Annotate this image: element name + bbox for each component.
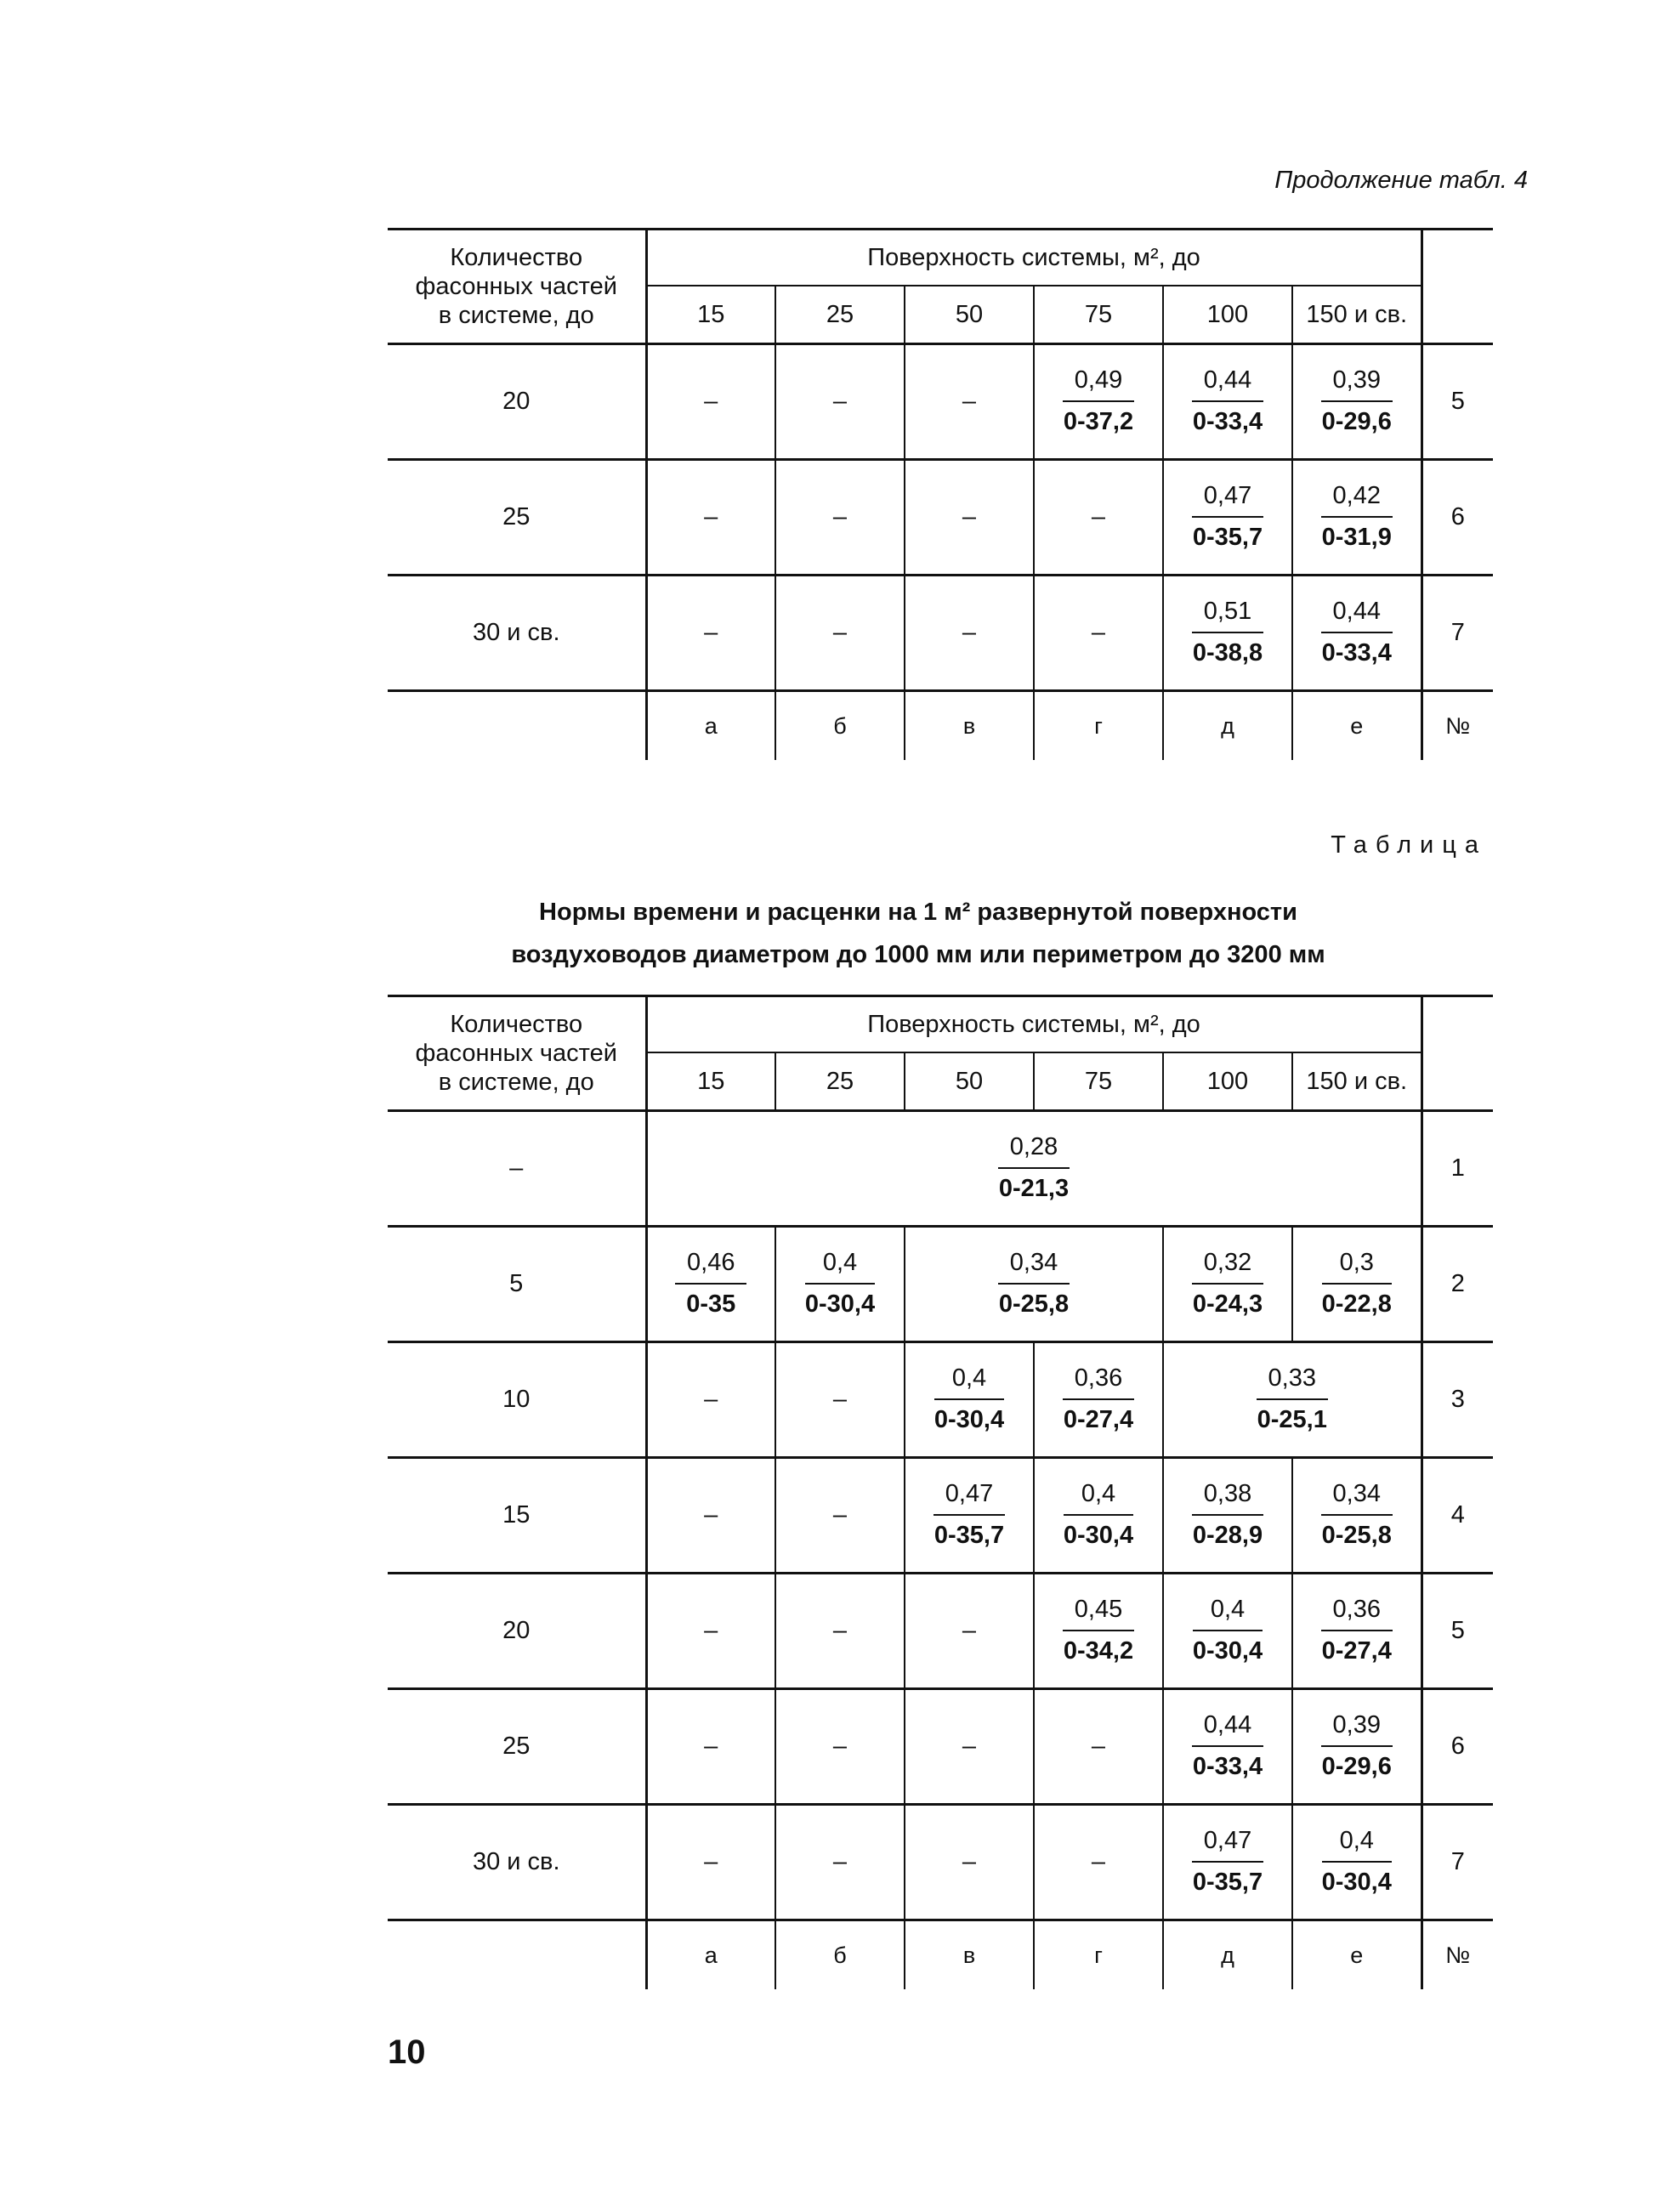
column-letter-row xyxy=(388,691,1493,761)
table-row xyxy=(388,1689,1493,1805)
dash-mark: – xyxy=(704,1848,718,1875)
dash-mark: – xyxy=(1091,1733,1106,1760)
rate-cell xyxy=(646,1111,1422,1227)
column-letter: е xyxy=(1292,1920,1422,1990)
dash-mark: – xyxy=(704,1386,718,1413)
rate-cell xyxy=(1292,344,1422,460)
rate-price: 0-34,2 xyxy=(1063,1636,1134,1665)
dash-mark: – xyxy=(704,619,718,646)
rate-fraction xyxy=(1321,598,1393,666)
table-row xyxy=(388,460,1493,576)
rate-price: 0-25,1 xyxy=(1257,1405,1327,1433)
row-header-line: Количество xyxy=(450,244,583,271)
header-row xyxy=(388,230,1493,286)
dash-mark: – xyxy=(832,1733,848,1760)
time-norm: 0,4 xyxy=(805,1250,875,1284)
rate-fraction xyxy=(1321,1597,1393,1664)
rate-fraction xyxy=(1322,1828,1392,1895)
rate-price: 0-30,4 xyxy=(1192,1636,1263,1665)
rate-fraction xyxy=(1192,483,1263,550)
empty-cell xyxy=(646,1342,775,1458)
column-letter-row xyxy=(388,1920,1493,1990)
column-letter: б xyxy=(775,691,905,761)
table-row xyxy=(388,344,1493,460)
column-header: 50 xyxy=(905,1052,1034,1111)
rate-price: 0-29,6 xyxy=(1321,407,1392,435)
time-norm: 0,33 xyxy=(1257,1365,1328,1399)
letters-blank-cell xyxy=(388,1920,646,1990)
dash-mark: – xyxy=(962,503,977,530)
dash-mark: – xyxy=(962,1617,977,1644)
rate-price: 0-31,9 xyxy=(1321,523,1392,551)
time-norm: 0,4 xyxy=(1193,1597,1263,1631)
dash-mark: – xyxy=(962,1733,977,1760)
table-row xyxy=(388,1227,1493,1342)
dash-mark: – xyxy=(704,1501,718,1529)
empty-cell xyxy=(905,344,1034,460)
row-header-cell xyxy=(388,230,646,344)
column-letter: в xyxy=(905,691,1034,761)
row-label: 20 xyxy=(388,344,646,460)
dash-mark: – xyxy=(832,1848,848,1875)
column-header: 150 и св. xyxy=(1306,300,1408,328)
row-number: 4 xyxy=(1422,1458,1493,1574)
column-letter: д xyxy=(1163,1920,1292,1990)
time-norm: 0,34 xyxy=(1321,1481,1393,1515)
rate-fraction xyxy=(1321,1481,1393,1548)
column-header: 75 xyxy=(1034,1052,1163,1111)
rate-price: 0-30,4 xyxy=(933,1405,1005,1433)
rate-price: 0-28,9 xyxy=(1192,1521,1263,1549)
dash-mark: – xyxy=(704,1617,718,1644)
empty-cell xyxy=(775,1805,905,1920)
rate-cell xyxy=(905,1227,1163,1342)
rate-price: 0-24,3 xyxy=(1192,1290,1263,1318)
empty-cell xyxy=(905,576,1034,691)
dash-mark: – xyxy=(832,503,848,530)
dash-mark: – xyxy=(1091,619,1106,646)
rate-price: 0-22,8 xyxy=(1321,1290,1392,1318)
rate-fraction xyxy=(1192,598,1263,666)
rate-cell xyxy=(1292,576,1422,691)
row-header-line: в системе, до xyxy=(438,1069,594,1096)
table-title-line-1: Нормы времени и расценки на 1 м² развернутой поверхности xyxy=(539,899,1297,926)
rate-fraction xyxy=(1192,1481,1263,1548)
rate-price: 0-35,7 xyxy=(933,1521,1005,1549)
rate-cell xyxy=(1163,1689,1292,1805)
column-letter: е xyxy=(1292,691,1422,761)
dash-mark: – xyxy=(704,388,718,415)
rate-price: 0-30,4 xyxy=(1321,1868,1392,1896)
rate-price: 0-35,7 xyxy=(1192,523,1263,551)
rate-price: 0-25,8 xyxy=(1321,1521,1392,1549)
dash-mark: – xyxy=(704,1733,718,1760)
time-norm: 0,4 xyxy=(1322,1828,1392,1862)
time-norm: 0,28 xyxy=(998,1134,1070,1168)
time-norm: 0,46 xyxy=(675,1250,746,1284)
time-norm: 0,44 xyxy=(1192,367,1263,401)
header-row xyxy=(388,996,1493,1053)
row-number: 6 xyxy=(1422,1689,1493,1805)
rate-fraction xyxy=(1192,1250,1263,1317)
empty-cell xyxy=(1034,1689,1163,1805)
empty-cell xyxy=(775,1458,905,1574)
rate-cell xyxy=(1292,1458,1422,1574)
surface-group-header: Поверхность системы, м², до xyxy=(646,230,1422,286)
dash-mark: – xyxy=(962,619,977,646)
rate-price: 0-33,4 xyxy=(1192,407,1263,435)
dash-mark: – xyxy=(1091,503,1106,530)
column-header: 150 и св. xyxy=(1306,1067,1408,1095)
time-norm: 0,47 xyxy=(933,1481,1005,1515)
rate-price: 0-25,8 xyxy=(998,1290,1070,1318)
time-norm: 0,51 xyxy=(1192,598,1263,632)
column-header: 100 xyxy=(1163,1052,1292,1111)
continuation-label: Продолжение табл. 4 xyxy=(1274,167,1528,194)
rate-cell xyxy=(1034,1458,1163,1574)
rate-fraction xyxy=(1257,1365,1328,1432)
rate-cell xyxy=(646,1227,775,1342)
rate-cell xyxy=(905,1458,1034,1574)
rate-price: 0-27,4 xyxy=(1063,1405,1134,1433)
rate-cell xyxy=(1163,1805,1292,1920)
rate-cell xyxy=(1163,460,1292,576)
rate-price: 0-33,4 xyxy=(1321,638,1392,666)
time-norm: 0,4 xyxy=(1064,1481,1133,1515)
row-label: 25 xyxy=(388,1689,646,1805)
column-letter: г xyxy=(1034,691,1163,761)
column-letter: в xyxy=(905,1920,1034,1990)
dash-mark: – xyxy=(832,619,848,646)
column-letter: а xyxy=(646,1920,775,1990)
empty-cell xyxy=(775,1342,905,1458)
empty-cell xyxy=(646,1574,775,1689)
column-header: 15 xyxy=(646,286,775,344)
rate-price: 0-35,7 xyxy=(1192,1868,1263,1896)
dash-mark: – xyxy=(962,388,977,415)
time-norm: 0,39 xyxy=(1321,367,1393,401)
time-norm: 0,32 xyxy=(1192,1250,1263,1284)
row-number: 6 xyxy=(1422,460,1493,576)
rate-fraction xyxy=(1063,1365,1134,1432)
column-letter: б xyxy=(775,1920,905,1990)
rate-fraction xyxy=(1064,1481,1133,1548)
row-label: 20 xyxy=(388,1574,646,1689)
empty-cell xyxy=(775,576,905,691)
rate-cell xyxy=(1034,1574,1163,1689)
table-row xyxy=(388,576,1493,691)
column-header: 50 xyxy=(905,286,1034,344)
row-header-line: Количество xyxy=(450,1011,583,1038)
rate-cell xyxy=(1034,1342,1163,1458)
rate-fraction xyxy=(1063,367,1134,434)
empty-cell xyxy=(905,460,1034,576)
surface-group-header: Поверхность системы, м², до xyxy=(646,996,1422,1053)
time-norm: 0,34 xyxy=(998,1250,1070,1284)
empty-cell xyxy=(646,1689,775,1805)
empty-cell xyxy=(1034,576,1163,691)
row-label: 10 xyxy=(388,1342,646,1458)
empty-cell xyxy=(646,1458,775,1574)
time-norm: 0,47 xyxy=(1192,483,1263,517)
rate-fraction xyxy=(805,1250,875,1317)
empty-cell xyxy=(905,1689,1034,1805)
table-row xyxy=(388,1458,1493,1574)
dash-mark: – xyxy=(1091,1848,1106,1875)
rate-price: 0-37,2 xyxy=(1063,407,1134,435)
column-header: 25 xyxy=(775,286,905,344)
rate-cell xyxy=(1292,460,1422,576)
letters-number-sign: № xyxy=(1422,1920,1493,1990)
rate-cell xyxy=(1034,344,1163,460)
column-letter: г xyxy=(1034,1920,1163,1990)
rate-price: 0-30,4 xyxy=(804,1290,876,1318)
dash-mark: – xyxy=(832,1617,848,1644)
row-header-line: в системе, до xyxy=(438,302,594,329)
column-header: 25 xyxy=(775,1052,905,1111)
rate-fraction xyxy=(675,1250,746,1317)
time-norm: 0,4 xyxy=(934,1365,1004,1399)
row-header-cell xyxy=(388,996,646,1111)
letters-blank-cell xyxy=(388,691,646,761)
rate-price: 0-29,6 xyxy=(1321,1752,1392,1780)
row-header-line: фасонных частей xyxy=(415,1040,617,1067)
time-norm: 0,47 xyxy=(1192,1828,1263,1862)
row-label: 15 xyxy=(388,1458,646,1574)
time-norm: 0,42 xyxy=(1321,483,1393,517)
page-number: 10 xyxy=(388,2033,426,2071)
row-header-line: фасонных частей xyxy=(415,273,617,300)
rate-fraction xyxy=(1321,483,1393,550)
rate-fraction xyxy=(1193,1597,1263,1664)
empty-cell xyxy=(905,1805,1034,1920)
rate-cell xyxy=(1163,344,1292,460)
table-title-line-2: воздуховодов диаметром до 1000 мм или периметром до 3200 мм xyxy=(511,941,1325,968)
empty-cell xyxy=(646,1805,775,1920)
time-norm: 0,45 xyxy=(1063,1597,1134,1631)
empty-cell xyxy=(775,1574,905,1689)
rate-fraction xyxy=(1322,1250,1392,1317)
rate-fraction xyxy=(1063,1597,1134,1664)
time-norm: 0,44 xyxy=(1192,1712,1263,1746)
table-caption: Таблица xyxy=(1331,831,1487,859)
row-label: 25 xyxy=(388,460,646,576)
empty-cell xyxy=(1034,460,1163,576)
table-row xyxy=(388,1805,1493,1920)
row-number: 5 xyxy=(1422,1574,1493,1689)
column-header: 100 xyxy=(1163,286,1292,344)
time-norm: 0,36 xyxy=(1321,1597,1393,1631)
row-label: 5 xyxy=(388,1227,646,1342)
column-header: 15 xyxy=(646,1052,775,1111)
time-norm: 0,39 xyxy=(1321,1712,1393,1746)
number-column-header xyxy=(1422,996,1493,1111)
rate-fraction xyxy=(933,1481,1005,1548)
row-label: 30 и св. xyxy=(388,576,646,691)
empty-cell xyxy=(905,1574,1034,1689)
column-letter: д xyxy=(1163,691,1292,761)
dash-mark: – xyxy=(832,1386,848,1413)
dash-mark: – xyxy=(962,1848,977,1875)
rate-price: 0-27,4 xyxy=(1321,1636,1392,1665)
empty-cell xyxy=(775,460,905,576)
empty-cell xyxy=(646,344,775,460)
rate-cell xyxy=(775,1227,905,1342)
row-label: 30 и св. xyxy=(388,1805,646,1920)
rate-fraction xyxy=(998,1250,1070,1317)
rate-price: 0-33,4 xyxy=(1192,1752,1263,1780)
rate-cell xyxy=(1292,1689,1422,1805)
empty-cell xyxy=(646,460,775,576)
time-norm: 0,3 xyxy=(1322,1250,1392,1284)
rate-fraction xyxy=(998,1134,1070,1201)
rate-fraction xyxy=(934,1365,1004,1432)
row-number: 3 xyxy=(1422,1342,1493,1458)
row-label: – xyxy=(388,1111,646,1227)
column-header: 75 xyxy=(1034,286,1163,344)
number-column-header xyxy=(1422,230,1493,344)
rate-cell xyxy=(1163,1574,1292,1689)
table-row xyxy=(388,1342,1493,1458)
dash-mark: – xyxy=(704,503,718,530)
rates-table xyxy=(388,995,1493,1989)
time-norm: 0,36 xyxy=(1063,1365,1134,1399)
table-row xyxy=(388,1111,1493,1227)
row-number: 1 xyxy=(1422,1111,1493,1227)
time-norm: 0,49 xyxy=(1063,367,1134,401)
rate-price: 0-35 xyxy=(686,1290,736,1318)
rate-cell xyxy=(1163,1227,1292,1342)
rate-price: 0-21,3 xyxy=(998,1174,1070,1202)
empty-cell xyxy=(1034,1805,1163,1920)
rate-cell xyxy=(1163,1458,1292,1574)
dash-mark: – xyxy=(832,388,848,415)
rate-price: 0-38,8 xyxy=(1192,638,1263,666)
empty-cell xyxy=(775,344,905,460)
row-number: 7 xyxy=(1422,576,1493,691)
row-number: 7 xyxy=(1422,1805,1493,1920)
rate-cell xyxy=(1163,1342,1422,1458)
rate-price: 0-30,4 xyxy=(1063,1521,1134,1549)
rate-cell xyxy=(1292,1227,1422,1342)
rate-cell xyxy=(1163,576,1292,691)
rates-table-continued xyxy=(388,228,1493,760)
time-norm: 0,44 xyxy=(1321,598,1393,632)
rate-fraction xyxy=(1321,1712,1393,1779)
rate-cell xyxy=(905,1342,1034,1458)
time-norm: 0,38 xyxy=(1192,1481,1263,1515)
empty-cell xyxy=(775,1689,905,1805)
row-number: 2 xyxy=(1422,1227,1493,1342)
rate-cell xyxy=(1292,1574,1422,1689)
letters-number-sign: № xyxy=(1422,691,1493,761)
rate-fraction xyxy=(1192,367,1263,434)
rate-cell xyxy=(1292,1805,1422,1920)
table-title xyxy=(323,891,1513,976)
empty-cell xyxy=(646,576,775,691)
dash-mark: – xyxy=(832,1501,848,1529)
rate-fraction xyxy=(1321,367,1393,434)
row-number: 5 xyxy=(1422,344,1493,460)
table-row xyxy=(388,1574,1493,1689)
rate-fraction xyxy=(1192,1712,1263,1779)
column-letter: а xyxy=(646,691,775,761)
rate-fraction xyxy=(1192,1828,1263,1895)
